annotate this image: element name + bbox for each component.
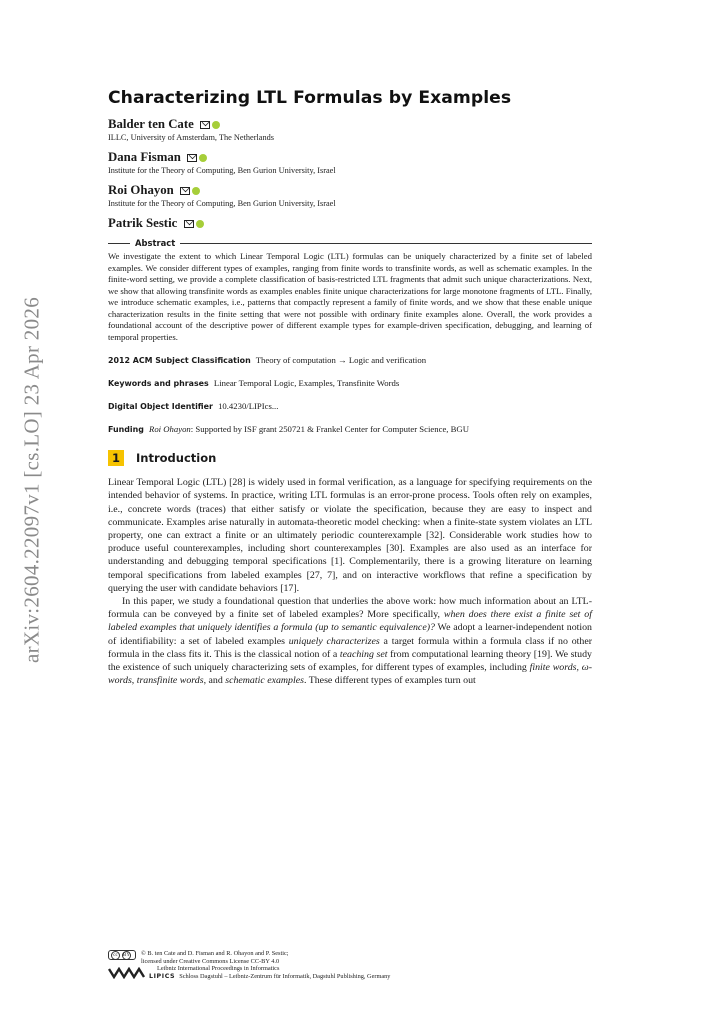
author-block [108,182,592,209]
copyright-line: © B. ten Cate and D. Fisman and R. Ohayon and P. Sestic; [141,950,289,957]
author-affiliation: Institute for the Theory of Computing, Ben Gurion University, Israel [108,166,336,176]
paper-title: Characterizing LTL Formulas by Examples [108,88,512,108]
mail-icon[interactable] [184,220,194,228]
arxiv-sidebar-stamp [14,290,50,670]
keywords-label: Keywords and phrases [108,379,209,389]
paragraph: In this paper, we study a foundational question that underlies the above work: how much information about an LTL-formula can be conveyed by a finite set of labeled examples? More specifically, when does there exist a finite set of labeled examples that uniquely identifies a formula (up to semantic equivalence)? We adopt a learner-independent notion of identifiability: a set of labeled examples uniquely characterizes a target formula within a formula class if no other formula in the class fits it. This is the classical notion of a teaching set from computational learning theory [19]. We study the existence of such uniquely characterizing sets of examples, for different types of examples, including finite words, ω-words, transfinite words, and schematic examples. These different types of examples turn out [108,596,592,687]
author-name: Dana Fisman [108,150,181,165]
abstract-heading [108,238,592,248]
acm-value: Theory of computation → Logic and verification [255,355,427,366]
series-line: Leibniz International Proceedings in Informatics [157,965,280,973]
orcid-icon[interactable] [199,154,207,162]
funding-value: : Supported by ISF grant 250721 & Frankel Center for Computer Science, BGU [190,424,469,435]
publisher-line: Schloss Dagstuhl – Leibniz-Zentrum für Informatik, Dagstuhl Publishing, Germany [179,972,391,980]
author-affiliation: ILLC, University of Amsterdam, The Netherlands [108,133,274,143]
section-heading [108,450,592,466]
keywords [108,378,592,389]
acm-classification [108,355,592,366]
abstract-text: We investigate the extent to which Linear Temporal Logic (LTL) formulas can be uniquely characterized by a finite set of labeled examples. We consider different types of examples, ranging from finite words to transfinite words, as well as schematic examples. In the finite-word setting, we provide a complete classification of basis-restricted LTL fragments that admit such unique characterizations. Next, we show that allowing transfinite words as examples enables finite unique characterizations for large monotone fragments of LTL. Finally, we introduce schematic examples, i.e., patterns that compactly represent a family of finite words, and we show that these enable unique characterization results in the finite setting that were not possible with ordinary finite examples alone. Overall, the work provides a foundational account of the descriptive power of different example types for example-driven specification, debugging, and learning of temporal properties. [108,251,592,342]
mail-icon[interactable] [200,121,210,129]
doi-label: Digital Object Identifier [108,402,213,412]
mail-icon[interactable] [187,154,197,162]
author-block [108,149,592,176]
orcid-icon[interactable] [192,187,200,195]
abstract-label: Abstract [135,238,176,249]
cc-icon: cc [111,951,120,960]
arxiv-id-text: arXiv:2604.22097v1 [cs.LO] 23 Apr 2026 [19,296,44,664]
paragraph: Linear Temporal Logic (LTL) [28] is widely used in formal verification, as a language for specifying requirements on the intended behavior of systems. In practice, writing LTL formulas is an error-prone process. Tools often rely on examples, i.e., concrete words (traces) that either satisfy or violate the specification, because they are easy to inspect and communicate. Examples arise naturally in automata-theoretic model checking: when a finite-state system violates an LTL property, one can extract a finite or an ultimately periodic counterexample [32]. Considerable work studies how to produce useful counterexamples, including short counterexamples [30]. Examples are also used as an interface for understanding and debugging temporal specifications [1]. Complementarily, there is a growing literature on learning temporal specifications from labeled examples [27, 7], and on interactive workflows that refine a specification by querying the user with candidate behaviors [17]. [108,477,592,594]
author-block [108,215,592,232]
funding [108,424,592,435]
author-affiliation: Institute for the Theory of Computing, Ben Gurion University, Israel [108,199,336,209]
section-title: Introduction [136,451,217,466]
orcid-icon[interactable] [196,220,204,228]
orcid-icon[interactable] [212,121,220,129]
lipics-wordmark: LIPICS [149,972,176,980]
page-footer [108,950,592,980]
license-line: licensed under Creative Commons License CC-BY 4.0 [141,957,280,965]
section-number: 1 [108,450,124,466]
acm-label: 2012 ACM Subject Classification [108,356,251,366]
funding-name: Roi Ohayon [149,424,191,435]
mail-icon[interactable] [180,187,190,195]
doi [108,401,592,412]
doi-value[interactable]: 10.4230/LIPIcs... [218,401,279,412]
author-name: Roi Ohayon [108,183,174,198]
paper-first-page [108,88,592,688]
cc-by-license-icon [108,950,136,960]
author-block [108,116,592,143]
divider [180,243,592,244]
keywords-value: Linear Temporal Logic, Examples, Transfinite Words [213,378,400,389]
funding-label: Funding [108,425,144,435]
author-name: Balder ten Cate [108,117,194,131]
divider [108,243,130,244]
lipics-logo-icon [108,967,146,979]
author-name: Patrik Sestic [108,216,178,231]
by-icon: BY [123,952,130,958]
